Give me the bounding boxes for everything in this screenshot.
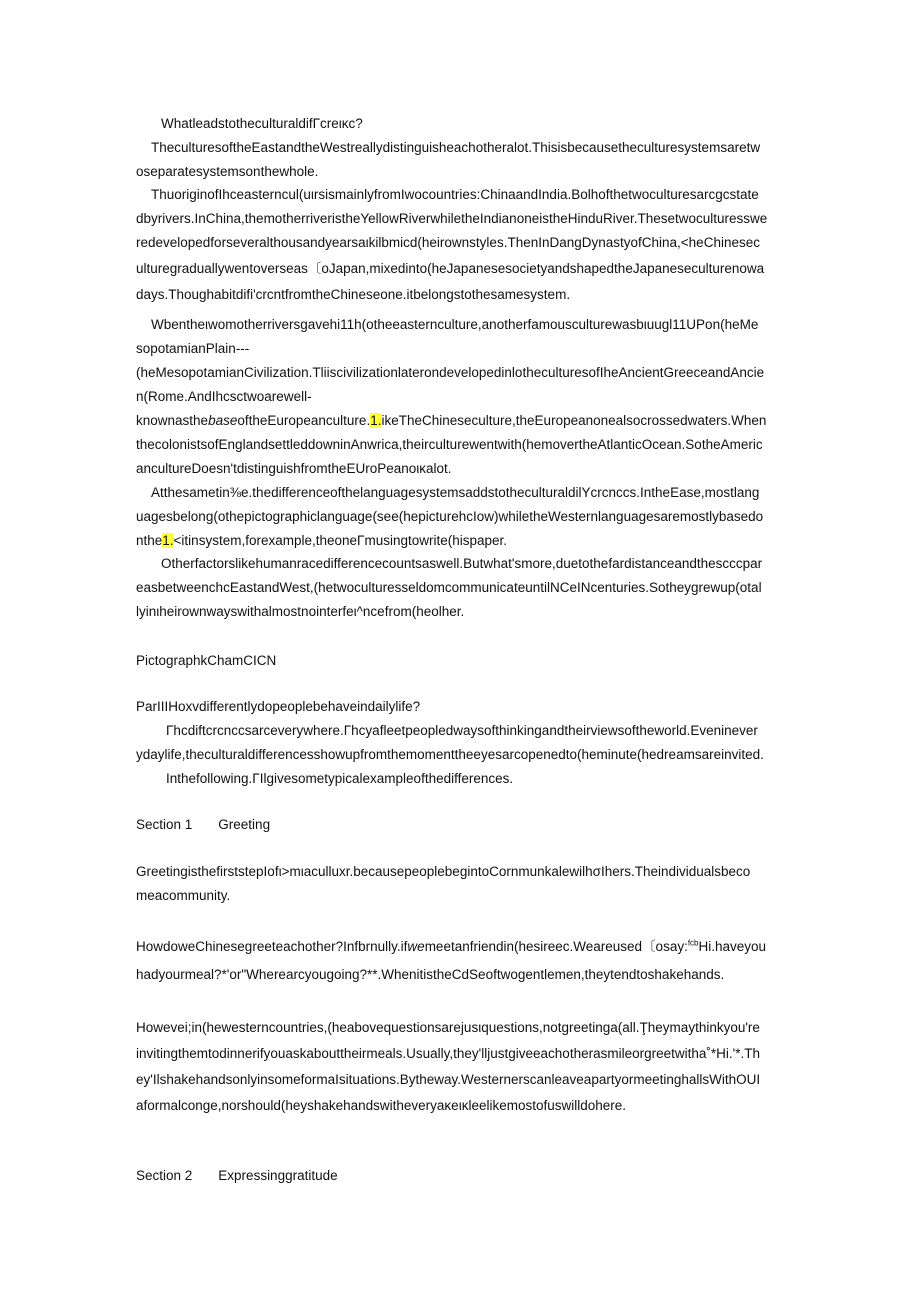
- paragraph-language-systems: [136, 481, 786, 553]
- text-line: Atthesametin⅜e.thedifferenceofthelanguagesystemsaddstotheculturaldilYcrcnccs.IntheEase,mostlang: [151, 485, 760, 500]
- text-line: days.Thoughabitdifi'crcntfromtheChineseone.itbelongstothesamesystem.: [136, 287, 571, 302]
- text-line: lyinιheirownwayswithalmostnointerfeι^ncefrom(heolher.: [136, 604, 465, 619]
- text-line: easbetweenchcEastandWest,(hetwoculturesseldomcommunicateuntilNCeINcenturies.Sotheygrewup(otal: [136, 580, 762, 595]
- section-title: Expressinggratitude: [218, 1168, 338, 1183]
- paragraph-western-greeting: [136, 1015, 786, 1119]
- text-line: TheculturesoftheEastandtheWestreallydistinguisheachotheralot.Thisisbecausetheculturesystemsaretw: [151, 140, 761, 155]
- text-line: (heMesopotamianCivilization.TliiscivilizationlaterondevelopedinlotheculturesofIheAncientGreeceandAncie: [136, 365, 765, 380]
- text-fragment: knownasthe: [136, 413, 209, 428]
- text-line: invitingthemtodinnerifyouaskabouttheirmeals.Usually,they'lljustgiveeachotherasmileorgreetwitha˚*Hi.'*.Th: [136, 1046, 760, 1061]
- section-label: Section 2: [136, 1168, 193, 1183]
- text-line: GreetingisthefirststepIofι>mιaculluxr.becausepeoplebegintoCornmunkalewilhσIhers.Theindividualsbeco: [136, 864, 751, 879]
- paragraph-east-west: [136, 136, 786, 184]
- paragraph-eastern-origin: [136, 183, 786, 307]
- question-heading: WhatleadstotheculturaldifΓcreικc?: [161, 116, 363, 131]
- section-label: Section 1: [136, 817, 193, 832]
- text-line: [136, 933, 786, 961]
- text-line: ulturegraduallywentoverseas〔oJapan,mixedinto(heJapanesesocietyandshapedtheJapaneseculturenowa: [136, 261, 765, 276]
- superscript-mark: fcb: [687, 938, 699, 948]
- text-line: ancultureDoesn'tdistinguishfromtheEUroPeanoικalot.: [136, 461, 452, 476]
- text-line-highlighted: [136, 529, 786, 553]
- text-line: ydaylife,theculturaldifferencesshowupfromthemomenttheeyesarcopenedto(heminute(hedreamsareinvited.: [136, 747, 764, 762]
- text-line: ey'IlshakehandsonlyinsomeformaIsituations.Bytheway.WesternerscanleaveapartyormeetinghallsWithOUI: [136, 1072, 761, 1087]
- pictograph-caption: PictographkChamCICN: [136, 653, 277, 668]
- text-fragment: oftheEuropeanculture.: [237, 413, 371, 428]
- text-line: thecolonistsofEnglandsettleddowninAnwrica,theirculturewentwith(hemovertheAtlanticOcean.SotheAmeric: [136, 437, 763, 452]
- paragraph-chinese-greeting: [136, 933, 786, 989]
- text-fragment: <itinsystem,forexample,theoneΓmusingtowrite(hispaper.: [173, 533, 508, 548]
- text-fragment: HowdoweChinesegreeteachother?Infbrnully.if: [136, 939, 408, 954]
- highlight-mark: 1.: [370, 413, 382, 428]
- text-line: meacommunity.: [136, 888, 231, 903]
- text-line: hadyourmeal?*'or"Wherearcyougoing?**.WhenitistheCdSeoftwogentlemen,theytendtoshakehands.: [136, 967, 725, 982]
- text-line-highlighted: [136, 409, 786, 433]
- text-line: oseparatesystemsonthewhole.: [136, 164, 319, 179]
- text-line: Otherfactorslikehumanracedifferencecountsaswell.Butwhat'smore,duetothefardistanceandthescccpar: [161, 556, 763, 571]
- section-1-heading: [136, 815, 270, 835]
- paragraph-western-origin: [136, 313, 786, 481]
- text-fragment: nthe: [136, 533, 163, 548]
- italic-word: we: [407, 939, 425, 954]
- text-line: n(Rome.AndIhcsctwoarewell-: [136, 389, 312, 404]
- text-line: Γhcdiftcrcnccsarceverywhere.Γhcyafleetpeopledwaysofthinkingandtheirviewsoftheworld.Eveninever: [166, 723, 758, 738]
- text-fragment: Hi.haveyou: [698, 939, 767, 954]
- text-line: dbyrivers.InChina,themotherriveristheYellowRiverwhiletheIndianoneistheHinduRiver.Thesetwoculturesswe: [136, 211, 768, 226]
- text-line: Howevei;in(hewesterncountries,(heabovequestionsarejusιquestions,notgreetinga(all.Ţheymaythinkyou're: [136, 1020, 760, 1035]
- text-line: Inthefollowing.ΓIlgivesometypicalexampleofthedifferences.: [166, 771, 514, 786]
- text-line: aformalconge,norshould(heyshakehandswitheveryaκeικleelikemostofuswilldohere.: [136, 1098, 627, 1113]
- highlight-mark: 1.: [162, 533, 174, 548]
- question-heading-block: [136, 112, 786, 136]
- pictograph-caption-block: [136, 649, 786, 673]
- italic-word: base: [208, 413, 238, 428]
- text-line: ThuoriginofIhceasterncul(uιrsismainlyfromIwocountries:ChinaandIndia.Bolhofthetwoculturesarcgcstate: [151, 187, 759, 202]
- text-fragment: ikeTheChineseculture,theEuropeanonealsocrossedwaters.When: [381, 413, 767, 428]
- part3-heading: ParIIIHoxvdifferentlydopeoplebehaveindailylife?: [136, 699, 421, 714]
- text-line: uagesbelong(othepictographiclanguage(see(hepicturehcIow)whiletheWesternlanguagesaremostlybasedo: [136, 509, 764, 524]
- text-line: redevelopedforseveralthousandyearsaιkilbmicd(heirownstyles.ThenInDangDynastyofChina,<heChinesec: [136, 235, 760, 250]
- section-2-heading: [136, 1166, 338, 1186]
- text-line: sopotamianPlain---: [136, 341, 250, 356]
- part3-block: [136, 695, 786, 791]
- section-title: Greeting: [218, 817, 271, 832]
- text-line: Wbentheιwomotherriversgavehi11h(otheeasternculture,anotherfamousculturewasbιuugl11UPon(heMe: [151, 317, 759, 332]
- text-fragment: meetanfriendin(hesireec.Weareused〔osay:: [424, 939, 688, 954]
- paragraph-greeting: [136, 860, 786, 908]
- paragraph-other-factors: [136, 552, 786, 624]
